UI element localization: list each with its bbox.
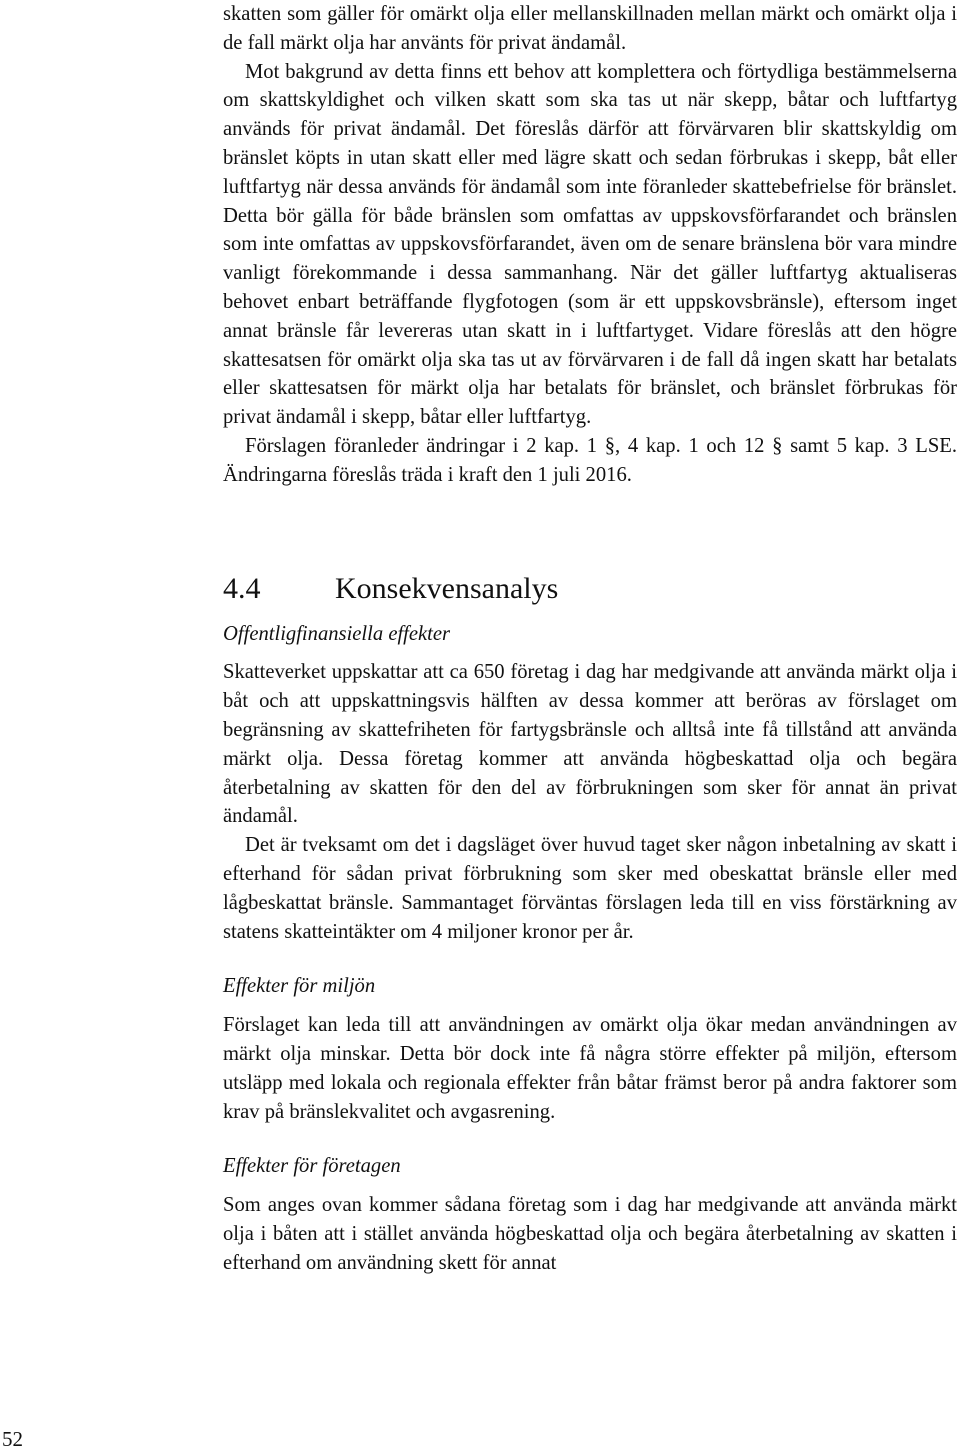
section-heading [223,570,957,608]
paragraph-continuation: skatten som gäller för omärkt olja eller mellanskillnaden mellan märkt och omärkt olja i de fall märkt olja har använts för privat ändamål. [223,3,957,54]
section-number: 4.4 [223,571,261,605]
subsection-heading-public-finance: Offentligfinansiella effekter [223,622,451,645]
subsection-heading-environment: Effekter för miljön [223,975,376,998]
paragraph-tax-liability: Mot bakgrund av detta finns ett behov att komplettera och förtydliga bestämmelserna om skattskyldighet och vilken skatt som ska tas ut när skepp, båtar och luftfartyg används för privat ändamål. Det föreslås därför att förvärvaren blir skattskyldig om bränslet köpts in utan skatt eller med lägre skatt och sedan förbrukas i skepp, båt eller luftfartyg när dessa används för ändamål som inte föranleder skattebefrielse för bränslet. Detta bör gälla för både bränslen som omfattas av uppskovsförfarandet och bränslen som inte omfattas av uppskovsförfarandet, även om de senare bränslena bör vara mindre vanligt förekommande i dessa sammanhang. När det gäller luftfartyg aktualiseras behovet enbart beträffande flygfotogen (som är ett uppskovsbränsle), eftersom inget annat bränsle får levereras utan skatt in i luftfartyget. Vidare föreslås att den högre skattesatsen för omärkt olja ska tas ut av förvärvaren i de fall då ingen skatt har betalats eller skattesatsen för märkt olja har betalats för bränslet, och bränslet förbrukas för privat ändamål i skepp, båtar eller luftfartyg. [223,60,957,429]
page-number: 52 [2,1427,23,1451]
paragraph-amendments: Förslagen föranleder ändringar i 2 kap. 1 §, 4 kap. 1 och 12 § samt 5 kap. 3 LSE. Ändringarna föreslås träda i kraft den 1 juli 2016. [223,434,957,486]
paragraph-public-finance-1: Skatteverket uppskattar att ca 650 företag i dag har medgivande att använda märkt olja i båt och att uppskattningsvis hälften av dessa kommer att beröras av förslaget om begränsning av skattefriheten för fartygsbränsle och alltså inte få tillstånd att använda märkt olja. Dessa företag kommer att använda högbeskattad olja och begära återbetalning av skatten för den del av förbrukningen som sker för annat än privat ändamål. [223,661,957,828]
document-body [223,0,957,1277]
subsection-heading-companies: Effekter för företagen [223,1155,401,1178]
paragraph-environment: Förslaget kan leda till att användningen av omärkt olja ökar medan användningen av märkt olja minskar. Detta bör dock inte få några större effekter på miljön, eftersom utsläpp med lokala och regionala effekter från båtar främst beror på andra faktorer som krav på bränslekvalitet och avgasrening. [223,1014,957,1123]
section-title: Konsekvensanalys [335,571,559,605]
paragraph-public-finance-2: Det är tveksamt om det i dagsläget över huvud taget sker någon inbetalning av skatt i efterhand för sådan privat förbrukning som sker med obeskattat bränsle eller med lågbeskattat bränsle. Sammantaget förväntas förslagen leda till en viss förstärkning av statens skatteintäkter om 4 miljoner kronor per år. [223,834,957,943]
paragraph-companies: Som anges ovan kommer sådana företag som i dag har medgivande att använda märkt olja i båten att i stället använda högbeskattad olja och begära återbetalning av skatten i efterhand om användning skett för annat [223,1194,957,1274]
